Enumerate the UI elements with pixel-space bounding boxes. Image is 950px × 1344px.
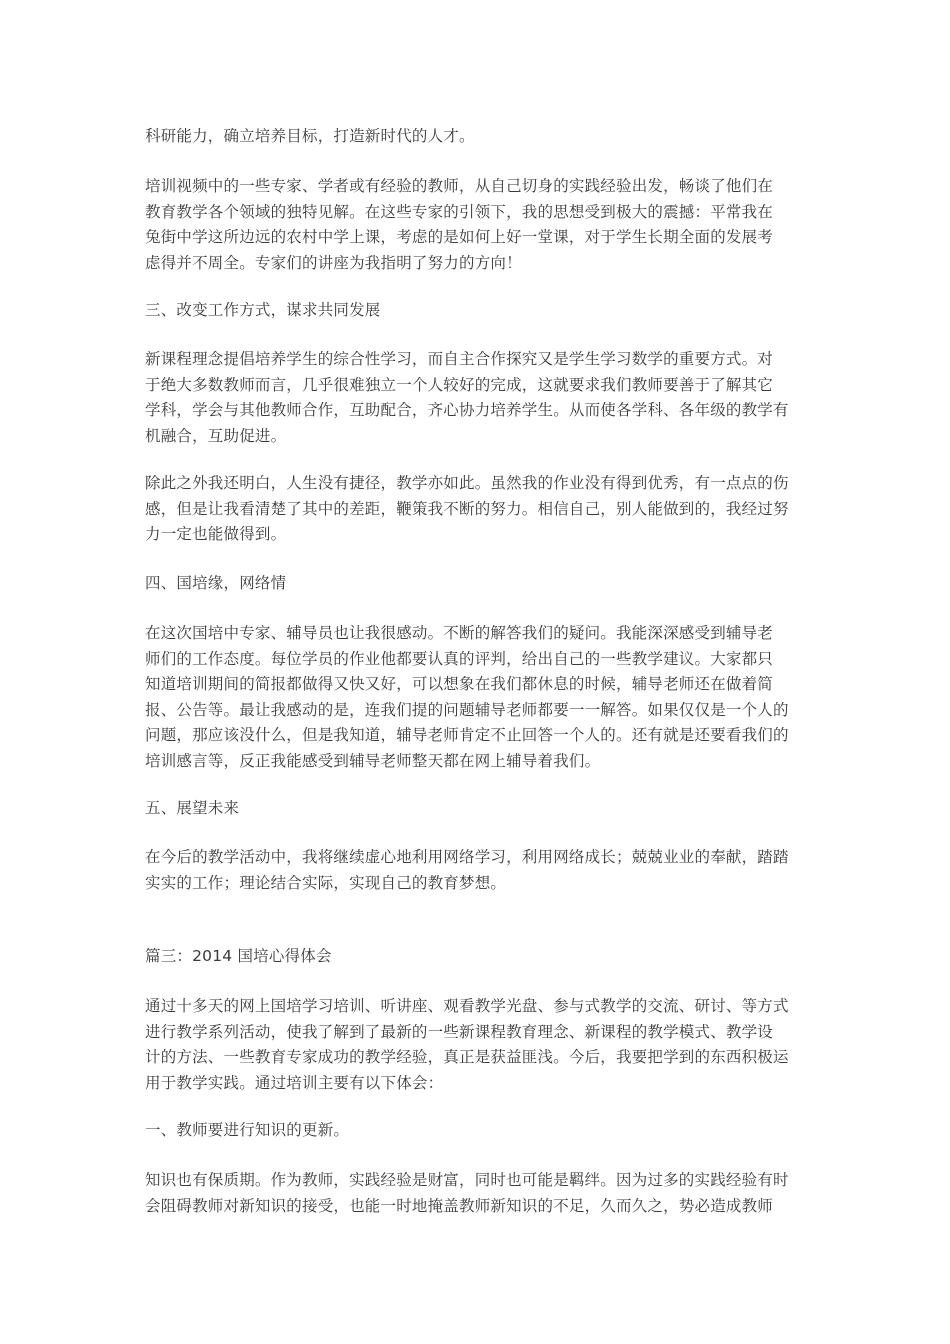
paragraph-future: [145, 845, 820, 896]
heading-text: 三、改变工作方式，谋求共同发展: [145, 301, 381, 319]
text-line: 除此之外我还明白，人生没有捷径，教学亦如此。虽然我的作业没有得到优秀，有一点点的伤: [145, 474, 789, 492]
paragraph-continuation: [145, 124, 820, 150]
section-heading-5: [145, 796, 820, 822]
text-line: 力一定也能做得到。: [145, 525, 287, 543]
paragraph-no-shortcut: [145, 471, 820, 548]
paragraph-training-intro: [145, 994, 820, 1096]
paragraph-knowledge-shelf-life: [145, 1168, 820, 1219]
text-line: 用于教学实践。通过培训主要有以下体会：: [145, 1073, 444, 1092]
section-heading-4: [145, 571, 820, 597]
text-line: 于绝大多数教师而言，几乎很难独立一个人较好的完成，这就要求我们教师要善于了解其它: [145, 375, 774, 394]
heading-text: 四、国培缘，网络情: [145, 574, 287, 592]
text-line: 通过十多天的网上国培学习培训、听讲座、观看教学光盘、参与式教学的交流、研讨、等方式: [145, 997, 789, 1015]
paragraph-expert-views: [145, 174, 820, 276]
text-line: 教育教学各个领域的独特见解。在这些专家的引领下，我的思想受到极大的震撼：平常我在: [145, 202, 774, 221]
text-line: 在这次国培中专家、辅导员也让我很感动。不断的解答我们的疑问。我能深深感受到辅导老: [145, 624, 774, 642]
text-line: 问题，那应该没什么，但是我知道，辅导老师肯定不止回答一个人的。还有就是还要看我们的: [145, 726, 789, 744]
text-line: 机融合，互助促进。: [145, 426, 287, 445]
text-line: 在今后的教学活动中，我将继续虚心地利用网络学习，利用网络成长；兢兢业业的奉献，踏踏: [145, 848, 789, 866]
article-title-part3: [145, 944, 820, 970]
text-line: 知道培训期间的简报都做得又快又好，可以想象在我们都休息的时候，辅导老师还在做着简: [145, 675, 774, 693]
text-line: 科研能力，确立培养目标，打造新时代的人才。: [145, 127, 475, 145]
section-heading-1: [145, 1118, 820, 1144]
text-line: 师们的工作态度。每位学员的作业他都要认真的评判，给出自己的一些教学建议。大家都只: [145, 649, 774, 668]
heading-text: 一、教师要进行知识的更新。: [145, 1121, 350, 1139]
heading-text: 篇三：2014 国培心得体会: [145, 947, 332, 965]
text-line: 感，但是让我看清楚了其中的差距，鞭策我不断的努力。相信自己，别人能做到的，我经过努: [145, 499, 789, 518]
text-line: 虑得并不周全。专家们的讲座为我指明了努力的方向！: [145, 253, 522, 272]
heading-text: 五、展望未来: [145, 799, 240, 817]
text-line: 新课程理念提倡培养学生的综合性学习，而自主合作探究又是学生学习数学的重要方式。对: [145, 350, 774, 368]
text-line: 知识也有保质期。作为教师，实践经验是财富，同时也可能是羁绊。因为过多的实践经验有时: [145, 1171, 789, 1189]
text-line: 实实的工作；理论结合实际，实现自己的教育梦想。: [145, 873, 507, 892]
text-line: 进行教学系列活动，使我了解到了最新的一些新课程教育理念、新课程的教学模式、教学设: [145, 1022, 774, 1041]
text-line: 兔街中学这所边远的农村中学上课，考虑的是如何上好一堂课，对于学生长期全面的发展考: [145, 228, 774, 246]
text-line: 报、公告等。最让我感动的是，连我们提的问题辅导老师都要一一解答。如果仅仅是一个人的: [145, 700, 789, 719]
paragraph-new-curriculum: [145, 347, 820, 449]
text-line: 培训感言等，反正我能感受到辅导老师整天都在网上辅导着我们。: [145, 751, 601, 770]
section-heading-3: [145, 298, 820, 324]
paragraph-tutors: [145, 621, 820, 774]
text-line: 学科，学会与其他教师合作，互助配合，齐心协力培养学生。从而使各学科、各年级的教学有: [145, 401, 789, 419]
text-line: 计的方法、一些教育专家成功的教学经验，真正是获益匪浅。今后，我要把学到的东西积极运: [145, 1048, 789, 1066]
text-line: 会阻碍教师对新知识的接受，也能一时地掩盖教师新知识的不足，久而久之，势必造成教师: [145, 1196, 774, 1215]
text-line: 培训视频中的一些专家、学者或有经验的教师，从自己切身的实践经验出发，畅谈了他们在: [145, 177, 774, 195]
